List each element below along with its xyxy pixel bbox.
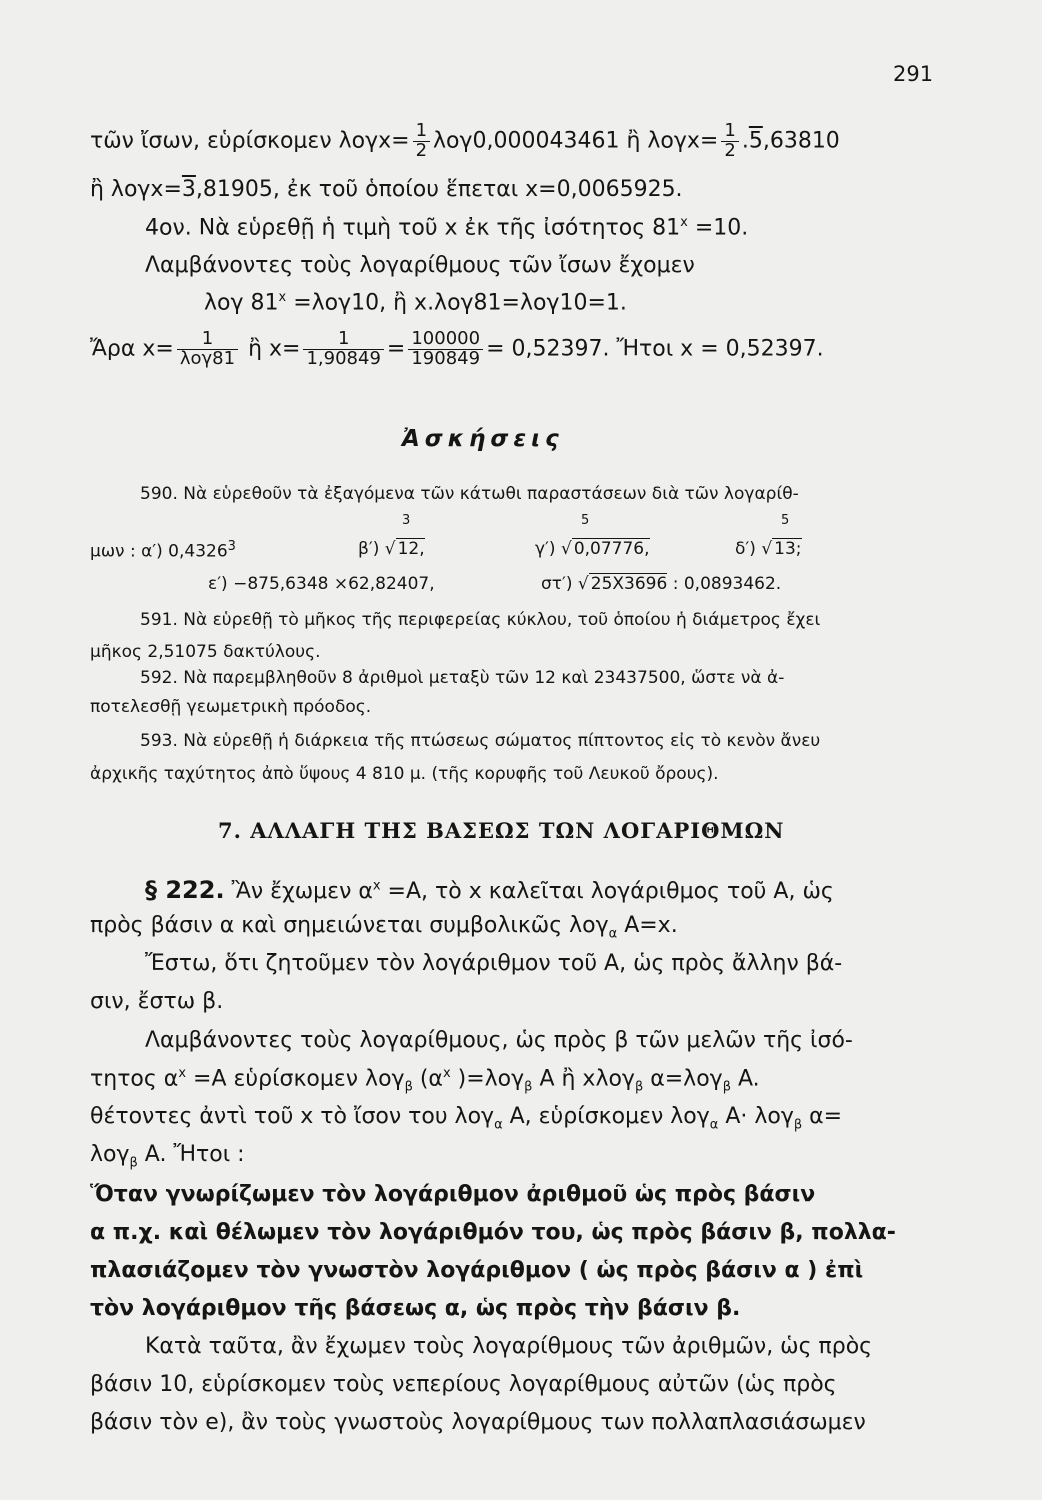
text-run: πρὸς βάσιν α καὶ σημειώνεται συμβολικῶς λογ — [90, 913, 609, 938]
example-4-statement — [145, 215, 748, 240]
part-gamma: γ′) 5 √ 0,07776, — [535, 513, 650, 559]
root-index: 5 — [581, 513, 590, 528]
rule-line-4: τὸν λογάριθμον τῆς βάσεως α, ὡς πρὸς τὴν βάσιν β. — [90, 1296, 741, 1321]
part-label: β′) — [358, 539, 380, 559]
paragraph-2-line-1: Ἔστω, ὅτι ζητοῦμεν τὸν λογάριθμον τοῦ A, ὡς πρὸς ἄλλην βά- — [145, 951, 843, 976]
radicand: 25X3696 — [590, 574, 668, 594]
fraction-1-over-190849 — [303, 330, 383, 369]
text-run: = — [386, 336, 406, 362]
text-run: A ἢ xλογ — [532, 1066, 635, 1092]
paragraph-3-line-1: Λαμβάνοντες τοὺς λογαρίθμους, ὡς πρὸς β τῶν μελῶν τῆς ἰσό- — [145, 1028, 853, 1053]
radicand: 12, — [397, 539, 425, 559]
part-beta: β′) 3 √ 12, — [358, 513, 425, 559]
paragraph-3-line-2 — [90, 1066, 760, 1095]
text-run: =10. — [687, 215, 749, 241]
subscript: β — [524, 1079, 533, 1095]
text-run: : 0,0893462. — [672, 574, 782, 594]
exercise-590-line-2 — [90, 513, 950, 562]
example-line-2 — [90, 177, 683, 202]
exercise-593-line-2: ἀρχικῆς ταχύτητος ἀπὸ ὕψους 4 810 μ. (τῆς κορυφῆς τοῦ Λευκοῦ ὄρους). — [90, 764, 719, 784]
exponent: x — [278, 290, 287, 305]
example-4-result — [90, 330, 824, 369]
text-run: = 0,52397. Ἤτοι x = 0,52397. — [486, 336, 824, 362]
text-run: α=λογ — [643, 1066, 723, 1092]
text-run: )=λογ — [450, 1066, 525, 1092]
fraction-half — [721, 122, 738, 161]
exponent: x — [372, 878, 381, 894]
fraction-numerator: 1 — [303, 330, 383, 350]
exponent: x — [680, 215, 688, 230]
exercises-heading: Ἀσκήσεις — [402, 426, 564, 452]
text-run: 4ον. Νὰ εὑρεθῇ ἡ τιμὴ τοῦ x ἐκ τῆς ἰσότητος 81 — [145, 215, 681, 241]
subscript: β — [722, 1079, 731, 1095]
exponent: x — [178, 1066, 187, 1081]
text-run: τῶν ἴσων, εὑρίσκομεν λογx= — [90, 128, 410, 154]
text-run: A=x. — [617, 913, 678, 938]
example-4-line: Λαμβάνοντες τοὺς λογαρίθμους τῶν ἴσων ἔχομεν — [145, 253, 695, 278]
exponent: x — [442, 1066, 451, 1081]
paragraph-3-line-4 — [90, 1142, 245, 1170]
part-label: γ′) — [535, 539, 556, 559]
radicand: 13; — [774, 539, 802, 559]
part-label: στ′) — [541, 574, 573, 594]
paragraph-3-line-3 — [90, 1104, 842, 1132]
text-run: ,63810 — [762, 128, 840, 154]
fraction-denominator: 1,90849 — [306, 347, 381, 369]
subscript: β — [634, 1079, 644, 1095]
paragraph-4-line-3: βάσιν τὸν e), ἂν τοὺς γνωστοὺς λογαρίθμους των πολλαπλασιάσωμεν — [90, 1410, 866, 1435]
text-run: A· λογ — [718, 1104, 794, 1129]
fraction-numerator: 1 — [413, 122, 430, 142]
exercise-591-line-2: μῆκος 2,51075 δακτύλους. — [90, 642, 321, 662]
text-run: =A εὑρίσκομεν λογ — [186, 1066, 405, 1092]
text-run: ,81905, ἐκ τοῦ ὁποίου ἕπεται x=0,0065925. — [195, 177, 683, 202]
exponent: 3 — [227, 539, 236, 554]
text-run: =λογ10, ἢ x.λογ81=λογ10=1. — [286, 290, 627, 316]
text-run: Ἄρα x= — [90, 336, 174, 362]
text-run: A, εὑρίσκομεν λογ — [502, 1104, 710, 1129]
text-run: λογ0,000043461 ἢ λογx= — [433, 128, 719, 154]
text-run: (α — [412, 1066, 443, 1092]
text-run: τητος α — [90, 1066, 179, 1092]
exercise-590-line-1: 590. Νὰ εὑρεθοῦν τὰ ἐξαγόμενα τῶν κάτωθι παραστάσεων διὰ τῶν λογαρίθ- — [140, 484, 799, 504]
fraction-denominator: 2 — [724, 139, 736, 161]
text-run: A. — [730, 1066, 760, 1092]
exercise-592-line-1: 592. Νὰ παρεμβληθοῦν 8 ἀριθμοὶ μεταξὺ τῶν 12 καὶ 23437500, ὥστε νὰ ἀ- — [140, 668, 785, 688]
page-number: 291 — [893, 62, 934, 86]
section-title: 7. ΑΛΛΑΓΗ ΤΗΣ ΒΑΣΕΩΣ ΤΩΝ ΛΟΓΑΡΙΘΜΩΝ — [218, 818, 785, 843]
exercise-591-line-1: 591. Νὰ εὑρεθῇ τὸ μῆκος τῆς περιφερείας κύκλου, τοῦ ὁποίου ἡ διάμετρος ἔχει — [140, 610, 821, 630]
example-4-equation — [204, 290, 627, 315]
bar-characteristic: 5 — [748, 128, 763, 154]
fraction-numerator: 1 — [177, 330, 238, 350]
text-run: α= — [802, 1104, 843, 1129]
fraction-denominator: 190849 — [411, 347, 481, 369]
radicand: 0,07776, — [573, 539, 650, 559]
subscript: β — [404, 1079, 413, 1095]
root-index: 5 — [781, 513, 790, 528]
subscript: β — [129, 1155, 138, 1171]
text-run: θέτοντες ἀντὶ τοῦ x τὸ ἴσον του λογ — [90, 1104, 495, 1129]
bar-characteristic: 3 — [181, 177, 196, 202]
subscript: α — [608, 926, 618, 942]
example-line-1 — [90, 122, 840, 161]
text-run: . — [741, 128, 749, 154]
exercise-590-line-3 — [208, 574, 908, 594]
fraction-half — [413, 122, 430, 161]
text-run: ἢ λογx= — [90, 177, 182, 202]
paragraph-222-line-1 — [145, 876, 834, 904]
subscript: α — [709, 1117, 719, 1133]
subscript: β — [793, 1117, 803, 1133]
rule-line-2: α π.χ. καὶ θέλωμεν τὸν λογάριθμόν του, ὡς πρὸς βάσιν β, πολλα- — [90, 1220, 896, 1245]
part-delta: δ′) 5 √ 13; — [735, 513, 802, 559]
text-run: A. Ἤτοι : — [137, 1142, 245, 1167]
part-st: στ′) √ 25X3696 : 0,0893462. — [541, 574, 782, 594]
paragraph-222-line-2 — [90, 913, 678, 941]
paragraph-2-line-2: σιν, ἔστω β. — [90, 989, 224, 1014]
text-run: ἢ x= — [241, 336, 301, 362]
fraction-denominator: 2 — [415, 139, 428, 161]
exercise-592-line-2: ποτελεσθῇ γεωμετρικὴ πρόοδος. — [90, 697, 372, 717]
rule-line-3: πλασιάζομεν τὸν γνωστὸν λογάριθμον ( ὡς πρὸς βάσιν α ) ἐπὶ — [90, 1258, 864, 1283]
rule-line-1: Ὅταν γνωρίζωμεν τὸν λογάριθμον ἀριθμοῦ ὡς πρὸς βάσιν — [90, 1182, 816, 1207]
paragraph-4-line-1: Κατὰ ταῦτα, ἂν ἔχωμεν τοὺς λογαρίθμους τῶν ἀριθμῶν, ὡς πρὸς — [145, 1334, 873, 1359]
fraction-denominator: λογ81 — [179, 347, 236, 369]
fraction-numerator: 100000 — [408, 330, 483, 350]
fraction-100000-over-190849 — [408, 330, 483, 369]
exercise-593-line-1: 593. Νὰ εὑρεθῇ ἡ διάρκεια τῆς πτώσεως σώματος πίπτοντος εἰς τὸ κενὸν ἄνευ — [140, 731, 821, 751]
paragraph-number: § 222. — [145, 876, 225, 904]
fraction-1-over-log81 — [177, 330, 238, 369]
text-run: =A, τὸ x καλεῖται λογάριθμος τοῦ A, ὡς — [380, 879, 834, 904]
text-run: Ἂν ἔχωμεν α — [224, 879, 373, 904]
part-label: δ′) — [735, 539, 756, 559]
paragraph-4-line-2: βάσιν 10, εὑρίσκομεν τοὺς νεπερίους λογαρίθμους αὐτῶν (ὡς πρὸς — [90, 1372, 837, 1397]
text-run: μων : α′) 0,4326 — [90, 541, 228, 562]
text-run: λογ 81 — [204, 290, 279, 316]
part-epsilon: ε′) −875,6348 ×62,82407, — [208, 574, 435, 594]
text-run: λογ — [90, 1142, 130, 1167]
root-index: 3 — [402, 513, 411, 528]
fraction-numerator: 1 — [721, 122, 738, 142]
subscript: α — [494, 1117, 503, 1133]
